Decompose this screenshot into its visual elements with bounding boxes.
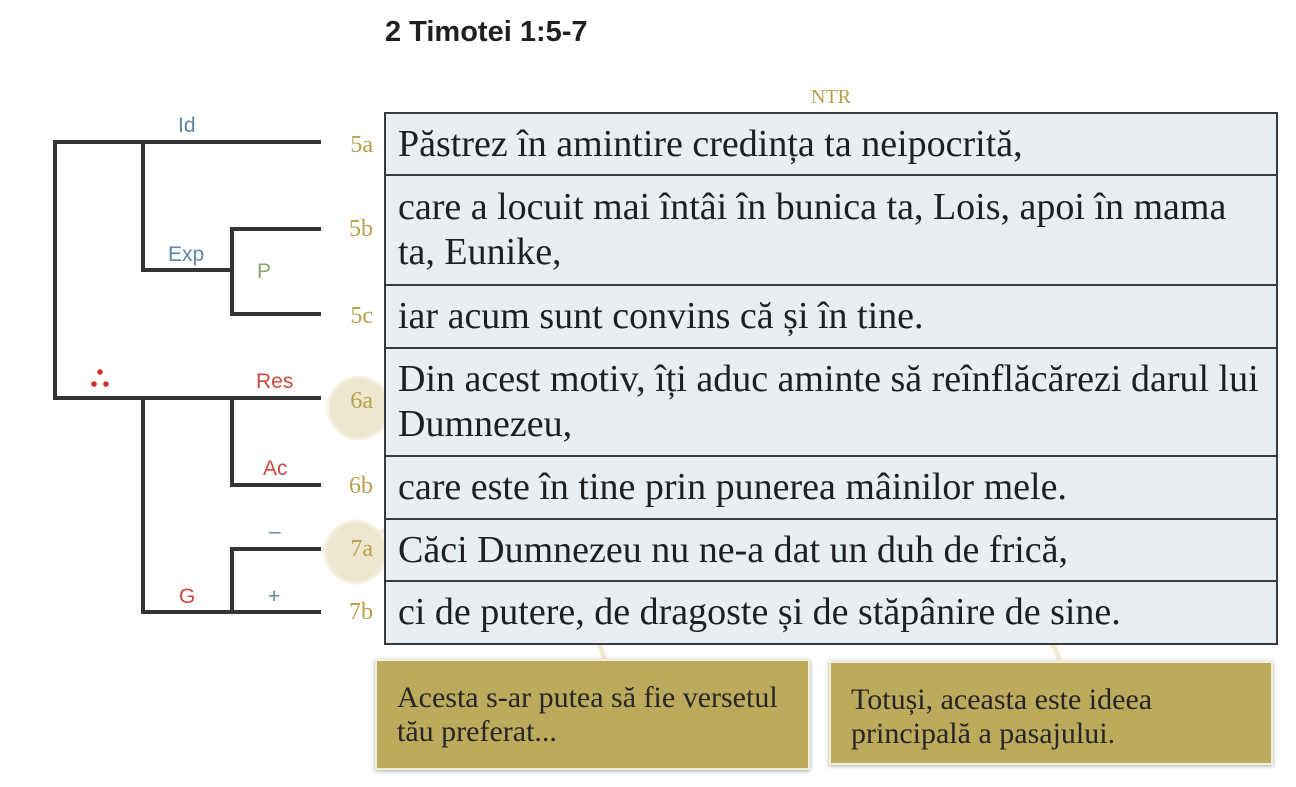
verse-table (384, 112, 1278, 645)
verse-row: Din acest motiv, îți aduc aminte să reînflăcărezi darul lui Dumnezeu, (384, 349, 1278, 457)
verse-row: iar acum sunt convins că și în tine. (384, 286, 1278, 349)
bracket-p (232, 229, 321, 314)
verse-ref: 5a (350, 132, 373, 158)
label-minus: – (269, 520, 281, 543)
label-res: Res (256, 370, 294, 393)
label-id: Id (178, 114, 196, 137)
verse-ref: 7a (350, 536, 373, 562)
label-ac: Ac (263, 457, 288, 480)
verse-row: Căci Dumnezeu nu ne-a dat un duh de frică, (384, 520, 1278, 582)
verse-row: Păstrez în amintire credința ta neipocrită, (384, 114, 1278, 176)
verse-ref: 7b (349, 599, 373, 625)
verse-ref: 6b (349, 473, 373, 499)
verse-row: care este în tine prin punerea mâinilor mele. (384, 457, 1278, 520)
verse-row: care a locuit mai întâi în bunica ta, Lois, apoi în mama ta, Eunike, (384, 176, 1278, 286)
verse-row: ci de putere, de dragoste și de stăpânire de sine. (384, 582, 1278, 645)
label-g: G (179, 585, 196, 608)
verse-ref: 5c (350, 303, 373, 329)
note-main-idea[interactable]: Totuși, aceasta este ideea principală a pasajului. (829, 661, 1273, 765)
verse-ref: 5b (349, 216, 373, 242)
label-p: P (257, 260, 272, 283)
root-dots-icon (91, 369, 109, 387)
verse-ref: 6a (350, 388, 373, 414)
note-favorite-verse[interactable]: Acesta s-ar putea să fie versetul tău preferat... (375, 659, 810, 770)
label-exp: Exp (168, 243, 205, 266)
page-title: 2 Timotei 1:5-7 (385, 16, 588, 48)
label-plus: + (268, 585, 281, 608)
translation-label: NTR (811, 86, 851, 108)
